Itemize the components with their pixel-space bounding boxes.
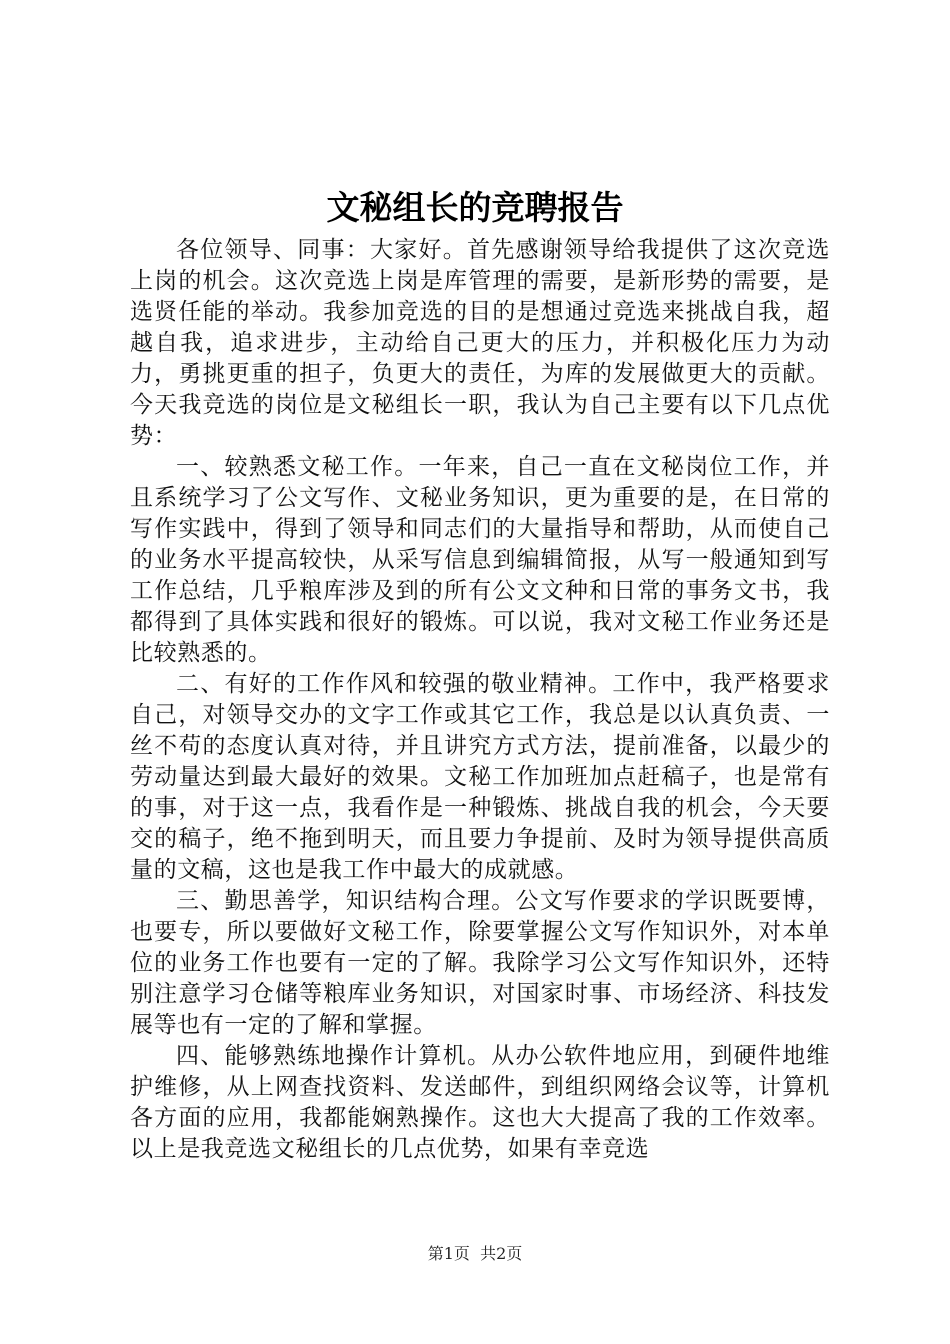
document-body xyxy=(130,235,830,1165)
document-title: 文秘组长的竞聘报告 xyxy=(326,188,624,227)
paragraph-intro: 各位领导、同事：大家好。首先感谢领导给我提供了这次竞选上岗的机会。这次竞选上岗是库管理的需要，是新形势的需要，是选贤任能的举动。我参加竞选的目的是想通过竞选来挑战自我，超越自我，追求进步，主动给自己更大的压力，并积极化压力为动力，勇挑更重的担子，负更大的责任，为库的发展做更大的贡献。今天我竞选的岗位是文秘组长一职，我认为自己主要有以下几点优势： xyxy=(130,237,830,449)
page-number: 第1页 xyxy=(427,1244,470,1263)
paragraph-point-2: 二、有好的工作作风和较强的敬业精神。工作中，我严格要求自己，对领导交办的文字工作或其它工作，我总是以认真负责、一丝不苟的态度认真对待，并且讲究方式方法，提前准备，以最少的劳动量达到最大最好的效果。文秘工作加班加点赶稿子，也是常有的事，对于这一点，我看作是一种锻炼、挑战自我的机会，今天要交的稿子，绝不拖到明天，而且要力争提前、及时为领导提供高质量的文稿，这也是我工作中最大的成就感。 xyxy=(130,671,830,883)
paragraph-point-1: 一、较熟悉文秘工作。一年来，自己一直在文秘岗位工作，并且系统学习了公文写作、文秘业务知识，更为重要的是，在日常的写作实践中，得到了领导和同志们的大量指导和帮助，从而使自己的业务水平提高较快，从采写信息到编辑简报，从写一般通知到写工作总结，几乎粮库涉及到的所有公文文种和日常的事务文书，我都得到了具体实践和很好的锻炼。可以说，我对文秘工作业务还是比较熟悉的。 xyxy=(130,454,830,666)
paragraph-point-4: 四、能够熟练地操作计算机。从办公软件地应用，到硬件地维护维修，从上网查找资料、发送邮件，到组织网络会议等，计算机各方面的应用，我都能娴熟操作。这也大大提高了我的工作效率。以上是我竞选文秘组长的几点优势，如果有幸竞选 xyxy=(130,1043,830,1162)
page-total: 共2页 xyxy=(480,1244,523,1263)
page-footer xyxy=(0,1244,950,1264)
paragraph-point-3: 三、勤思善学，知识结构合理。公文写作要求的学识既要博，也要专，所以要做好文秘工作，除要掌握公文写作知识外，对本单位的业务工作也要有一定的了解。我除学习公文写作知识外，还特别注意学习仓储等粮库业务知识，对国家时事、市场经济、科技发展等也有一定的了解和掌握。 xyxy=(130,888,830,1038)
